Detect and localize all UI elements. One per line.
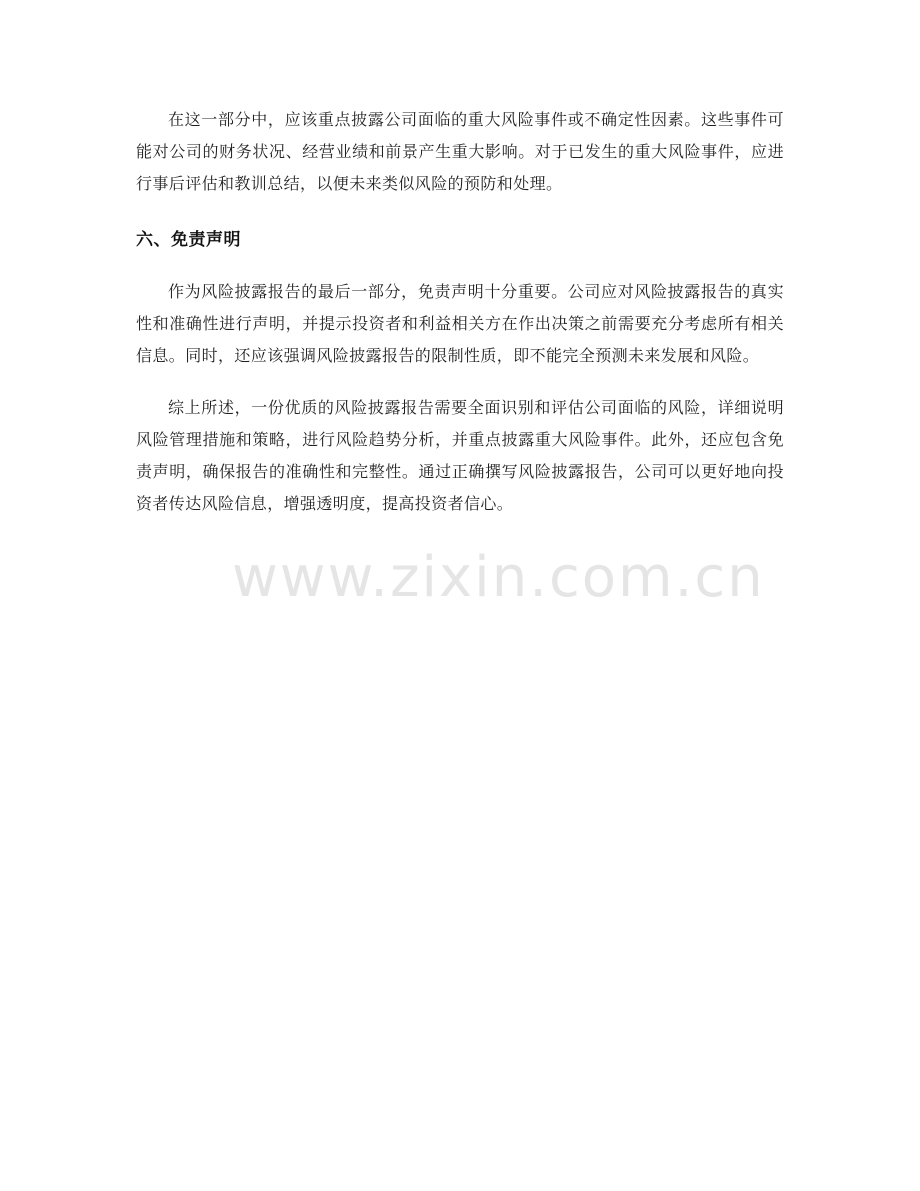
section-heading-disclaimer: 六、免责声明 [136, 230, 241, 250]
paragraph-disclaimer: 作为风险披露报告的最后一部分，免责声明十分重要。公司应对风险披露报告的真实性和准确性进行声明，并提示投资者和利益相关方在作出决策之前需要充分考虑所有相关信息。同时，还应该强调风险披露报告的限制性质，即不能完全预测未来发展和风险。 [136, 282, 784, 365]
document-body [136, 104, 784, 520]
paragraph-summary: 综上所述，一份优质的风险披露报告需要全面识别和评估公司面临的风险，详细说明风险管理措施和策略，进行风险趋势分析，并重点披露重大风险事件。此外，还应包含免责声明，确保报告的准确性和完整性。通过正确撰写风险披露报告，公司可以更好地向投资者传达风险信息，增强透明度，提高投资者信心。 [136, 398, 784, 513]
paragraph-risk-events: 在这一部分中，应该重点披露公司面临的重大风险事件或不确定性因素。这些事件可能对公司的财务状况、经营业绩和前景产生重大影响。对于已发生的重大风险事件，应进行事后评估和教训总结，以便未来类似风险的预防和处理。 [136, 110, 784, 193]
watermark: www.zixin.com.cn [232, 545, 765, 610]
